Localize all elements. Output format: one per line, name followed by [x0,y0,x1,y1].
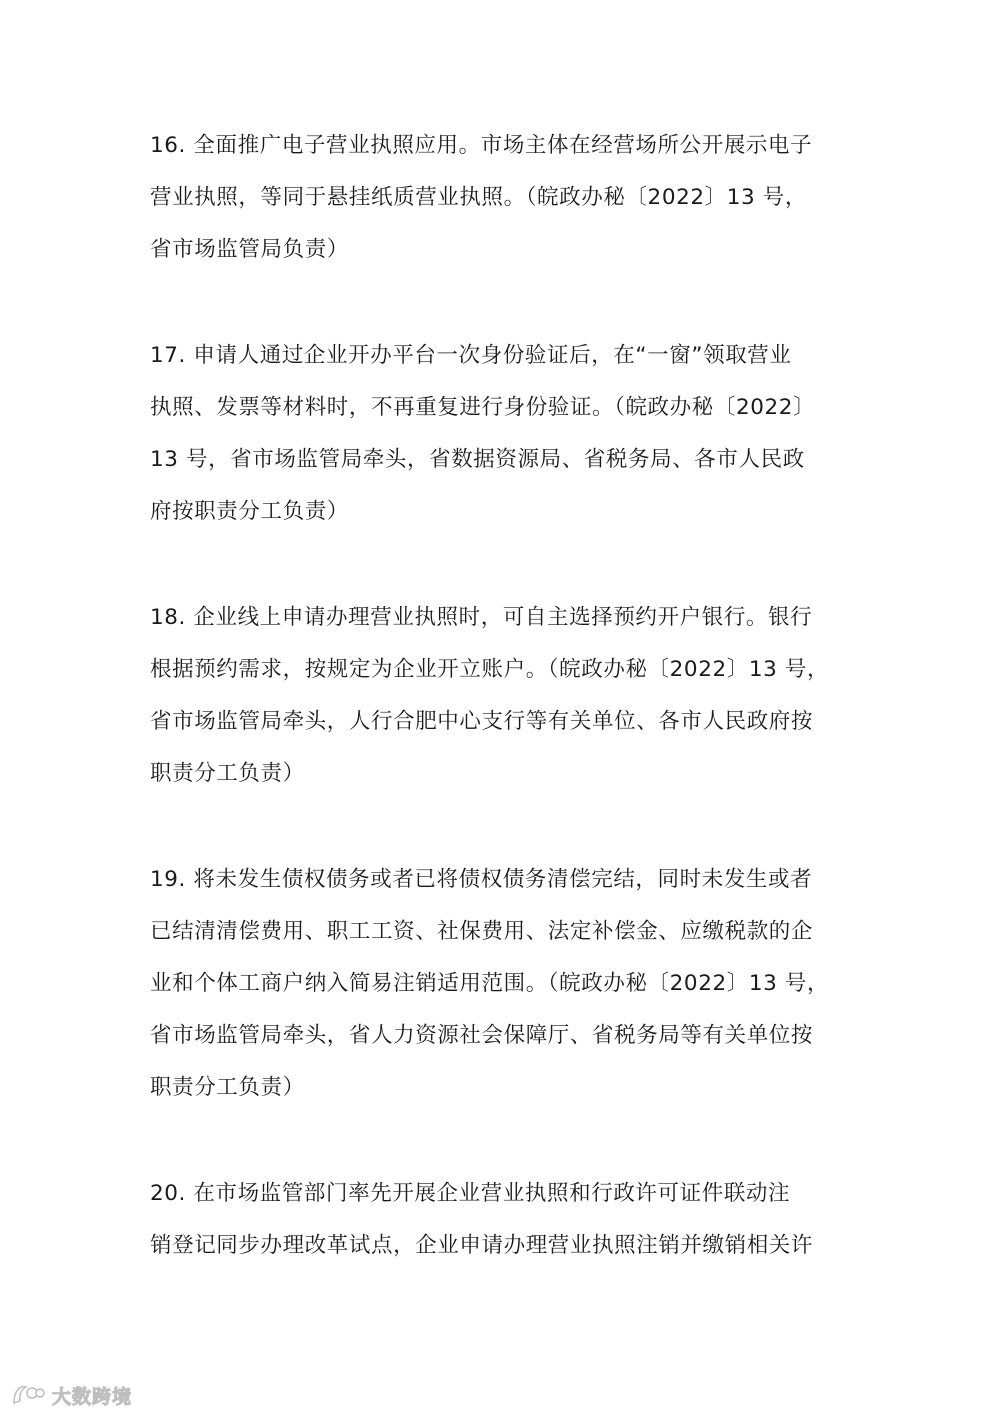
clause-line: 16. 全面推广电子营业执照应用。市场主体在经营场所公开展示电子 [150,133,813,158]
clause-line: 业和个体工商户纳入简易注销适用范围。（皖政办秘〔2022〕13 号， [150,971,830,996]
clause-20 [150,1168,860,1272]
clause-line: 18. 企业线上申请办理营业执照时，可自主选择预约开户银行。银行 [150,605,813,630]
clause-line: 职责分工负责） [150,1075,305,1100]
clause-16 [150,120,860,276]
clause-line: 根据预约需求，按规定为企业开立账户。（皖政办秘〔2022〕13 号， [150,657,830,682]
clause-17 [150,330,860,538]
clause-line: 13 号，省市场监管局牵头，省数据资源局、省税务局、各市人民政 [150,447,805,472]
clause-line: 销登记同步办理改革试点，企业申请办理营业执照注销并缴销相关许 [150,1233,814,1258]
clause-line: 职责分工负责） [150,761,305,786]
watermark [10,1377,132,1413]
clause-line: 省市场监管局负责） [150,237,349,262]
brand-logo-icon [10,1381,46,1409]
clause-18 [150,592,860,800]
clause-line: 执照、发票等材料时，不再重复进行身份验证。（皖政办秘〔2022〕 [150,395,816,420]
clause-line: 20. 在市场监管部门率先开展企业营业执照和行政许可证件联动注 [150,1181,791,1206]
clause-line: 17. 申请人通过企业开办平台一次身份验证后，在“一窗”领取营业 [150,343,792,368]
clause-19 [150,854,860,1114]
clause-line: 19. 将未发生债权债务或者已将债权债务清偿完结，同时未发生或者 [150,867,813,892]
clause-line: 府按职责分工负责） [150,499,349,524]
watermark-text: 大数跨境 [52,1385,133,1408]
clause-line: 省市场监管局牵头，人行合肥中心支行等有关单位、各市人民政府按 [150,709,814,734]
clause-line: 已结清清偿费用、职工工资、社保费用、法定补偿金、应缴税款的企 [150,919,814,944]
clause-line: 省市场监管局牵头，省人力资源社会保障厅、省税务局等有关单位按 [150,1023,814,1048]
clause-line: 营业执照，等同于悬挂纸质营业执照。（皖政办秘〔2022〕13 号， [150,185,807,210]
